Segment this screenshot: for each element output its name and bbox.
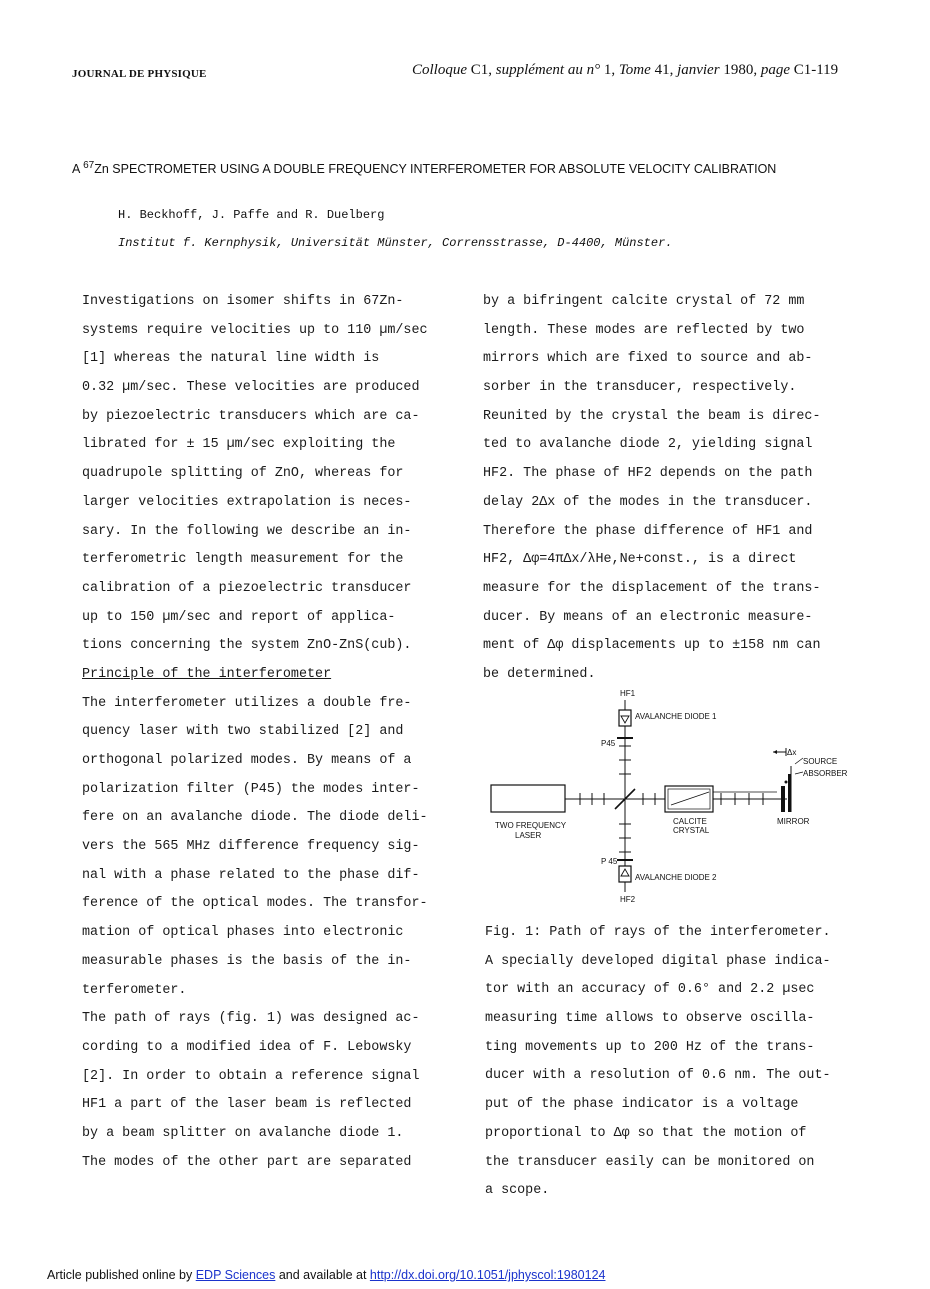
body-line: ted to avalanche diode 2, yielding signal <box>483 437 813 453</box>
body-line: Therefore the phase difference of HF1 and <box>483 523 813 539</box>
diode-1-label: AVALANCHE DIODE 1 <box>635 712 717 721</box>
body-line: [2]. In order to obtain a reference signal <box>82 1068 420 1084</box>
body-line: librated for ± 15 µm/sec exploiting the <box>82 437 396 453</box>
edp-sciences-link[interactable]: EDP Sciences <box>195 1268 276 1282</box>
hf1-label: HF1 <box>620 689 636 698</box>
laser-box <box>491 785 565 812</box>
interferometer-diagram <box>485 688 865 910</box>
body-line: put of the phase indicator is a voltage <box>485 1097 799 1113</box>
mirror-label: MIRROR <box>777 817 810 826</box>
body-line: quadrupole splitting of ZnO, whereas for <box>82 466 404 482</box>
body-line: 0.32 µm/sec. These velocities are produced <box>82 380 420 396</box>
body-line: by a bifringent calcite crystal of 72 mm <box>483 294 805 309</box>
figure-caption: Fig. 1: Path of rays of the interferometer. <box>485 925 831 940</box>
body-line: The path of rays (fig. 1) was designed ac- <box>82 1011 420 1027</box>
body-line: be determined. <box>483 666 596 682</box>
footer <box>47 1268 605 1282</box>
issue-info <box>412 62 838 79</box>
source-label: SOURCE <box>803 757 838 766</box>
body-line: mation of optical phases into electronic <box>82 925 404 941</box>
body-line: quency laser with two stabilized [2] and <box>82 724 404 740</box>
body-line: vers the 565 MHz difference frequency sig- <box>82 839 420 855</box>
body-line: delay 2Δx of the modes in the transducer. <box>483 494 813 510</box>
body-line: ducer with a resolution of 0.6 nm. The out- <box>485 1068 831 1084</box>
title-isotope-mass: 67 <box>83 160 95 171</box>
supplement-label: supplément au n° <box>495 62 601 78</box>
hf2-label: HF2 <box>620 895 636 904</box>
tome-label: Tome <box>618 62 651 78</box>
body-line: HF2. The phase of HF2 depends on the path <box>483 466 813 482</box>
paper-title <box>72 162 852 176</box>
right-column-bottom <box>485 919 865 1206</box>
body-line: larger velocities extrapolation is neces- <box>82 494 412 510</box>
body-line: ducer. By means of an electronic measure- <box>483 609 813 625</box>
colloque-number: C1, <box>467 62 496 78</box>
body-line: length. These modes are reflected by two <box>483 322 805 338</box>
affiliation: Institut f. Kernphysik, Universität Münster, Corrensstrasse, D-4400, Münster. <box>118 236 673 250</box>
body-line: The interferometer utilizes a double fre- <box>82 695 412 711</box>
month: janvier <box>677 62 720 78</box>
body-line: terferometric length measurement for the <box>82 552 404 568</box>
body-line: mirrors which are fixed to source and ab- <box>483 351 813 367</box>
body-line: systems require velocities up to 110 µm/sec <box>82 322 428 338</box>
body-line: sorber in the transducer, respectively. <box>483 380 797 396</box>
year: 1980, <box>719 62 761 78</box>
laser-label-line1: TWO FREQUENCY <box>495 821 567 830</box>
p45-bottom-label: P 45 <box>601 857 618 866</box>
body-line: by a beam splitter on avalanche diode 1. <box>82 1125 404 1141</box>
page-label: page <box>760 62 790 78</box>
body-line: polarization filter (P45) the modes inter- <box>82 781 420 797</box>
mirror <box>781 786 785 812</box>
body-line: ting movements up to 200 Hz of the trans- <box>485 1039 815 1055</box>
body-line: ment of Δφ displacements up to ±158 nm can <box>483 638 821 654</box>
supplement-number: 1, <box>600 62 619 78</box>
body-line: tions concerning the system ZnO-ZnS(cub). <box>82 638 412 654</box>
footer-text-2: and available at <box>275 1268 370 1282</box>
body-line: Investigations on isomer shifts in 67Zn- <box>82 294 404 309</box>
tome-number: 41, <box>650 62 678 78</box>
title-main: Zn SPECTROMETER USING A DOUBLE FREQUENCY INTERFEROMETER FOR ABSOLUTE VELOCITY CALIBRATION <box>94 162 777 176</box>
body-line: fere on an avalanche diode. The diode deli- <box>82 810 428 826</box>
body-line: proportional to Δφ so that the motion of <box>485 1125 807 1141</box>
body-line: measure for the displacement of the trans- <box>483 580 821 596</box>
colloque-label: Colloque <box>412 62 467 78</box>
body-line: terferometer. <box>82 982 187 998</box>
calcite-label-line1: CALCITE <box>673 817 707 826</box>
body-line: HF1 a part of the laser beam is reflected <box>82 1097 412 1113</box>
body-line: orthogonal polarized modes. By means of a <box>82 753 412 768</box>
body-line: Reunited by the crystal the beam is direc- <box>483 408 821 424</box>
absorber-label: ABSORBER <box>803 769 848 778</box>
body-line: up to 150 µm/sec and report of applica- <box>82 609 396 625</box>
body-line: by piezoelectric transducers which are ca- <box>82 408 420 424</box>
body-line: nal with a phase related to the phase dif- <box>82 867 420 883</box>
body-line: measurable phases is the basis of the in- <box>82 953 412 969</box>
section-heading: Principle of the interferometer <box>82 666 332 682</box>
body-line: sary. In the following we describe an in- <box>82 523 412 539</box>
delta-x-label: Δx <box>787 748 797 757</box>
body-line: [1] whereas the natural line width is <box>82 351 380 367</box>
body-line: The modes of the other part are separated <box>82 1154 412 1170</box>
body-line: ference of the optical modes. The transfor- <box>82 896 428 912</box>
doi-link[interactable]: http://dx.doi.org/10.1051/jphyscol:1980124 <box>369 1268 606 1282</box>
title-prefix: A <box>72 162 84 176</box>
calcite-label-line2: CRYSTAL <box>673 826 710 835</box>
body-line: tor with an accuracy of 0.6° and 2.2 µsec <box>485 982 815 998</box>
page-number: C1-119 <box>789 62 839 78</box>
body-line: cording to a modified idea of F. Lebowsky <box>82 1039 412 1055</box>
right-column-top <box>483 288 863 690</box>
journal-name: JOURNAL DE PHYSIQUE <box>72 68 207 80</box>
authors: H. Beckhoff, J. Paffe and R. Duelberg <box>118 208 385 222</box>
body-line: HF2, Δφ=4πΔx/λHe,Ne+const., is a direct <box>483 552 797 568</box>
laser-label-line2: LASER <box>515 831 542 840</box>
diode-2-label: AVALANCHE DIODE 2 <box>635 873 717 882</box>
footer-text-1: Article published online by <box>47 1268 196 1282</box>
body-line: a scope. <box>485 1183 550 1199</box>
p45-top-label: P45 <box>601 739 616 748</box>
body-line: calibration of a piezoelectric transducer <box>82 580 412 596</box>
left-column <box>82 288 462 1177</box>
body-line: the transducer easily can be monitored on <box>485 1154 815 1170</box>
body-line: A specially developed digital phase indica- <box>485 953 831 969</box>
body-line: measuring time allows to observe oscilla- <box>485 1011 815 1027</box>
